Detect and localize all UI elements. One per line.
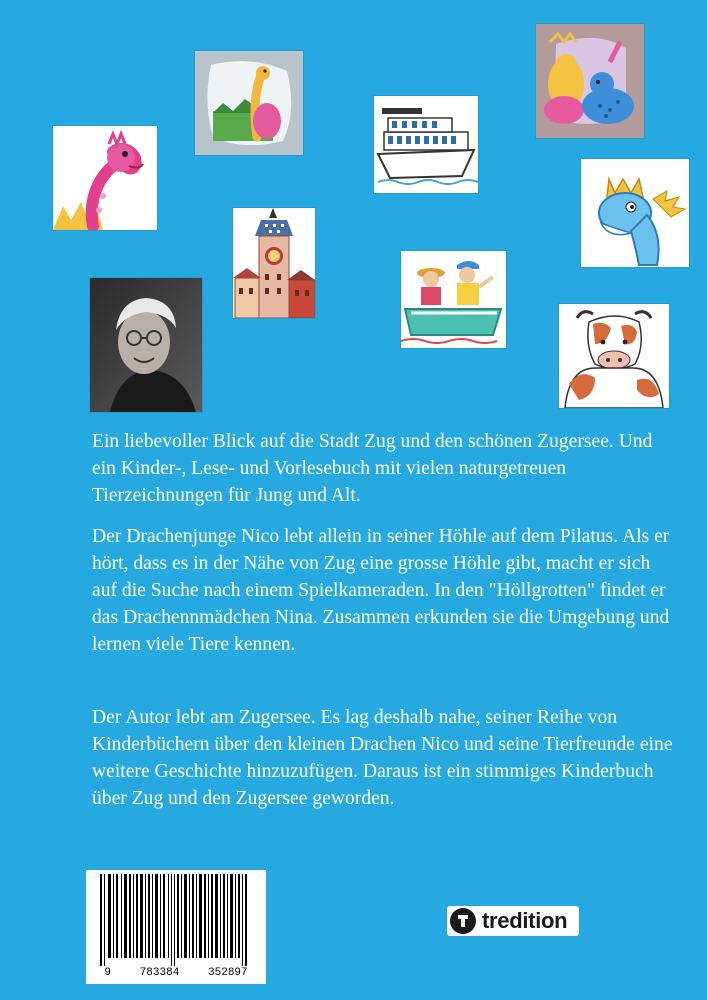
illustration-cow xyxy=(559,304,669,408)
isbn-digits-right: 352897 xyxy=(208,967,248,979)
description-paragraph-1: Ein liebevoller Blick auf die Stadt Zug und den schönen Zugersee. Und ein Kinder-, Lese- und Vorlesebuch mit vielen naturgetreuen Tierzeichnungen für Jung und Alt. xyxy=(92,431,653,506)
description-paragraph-2: Der Drachenjunge Nico lebt allein in seiner Höhle auf dem Pilatus. Als er hört, dass es in der Nähe von Zug eine grosse Höhle gibt, macht er sich auf die Suche nach einem Spielkameraden. In den "Höllgrotten" findet er das Drachennmädchen Nina. Zusammen erkunden sie die Umgebung und lernen viele Tiere kennen. xyxy=(92,526,670,655)
isbn-digits xyxy=(86,967,266,981)
tredition-logo-icon xyxy=(450,908,476,934)
illustration-cave-dragon xyxy=(195,51,303,155)
illustration-steamboat xyxy=(374,96,478,193)
illustration-pink-dragon xyxy=(53,126,157,230)
isbn-barcode xyxy=(86,870,266,984)
publisher-logo xyxy=(447,906,579,936)
illustration-clock-tower xyxy=(233,208,315,318)
author-photo xyxy=(90,278,202,412)
barcode-bars xyxy=(92,874,260,966)
publisher-name: tredition xyxy=(482,908,568,933)
illustration-two-dragons xyxy=(536,24,644,138)
author-paragraph: Der Autor lebt am Zugersee. Es lag deshalb nahe, seiner Reihe von Kinderbüchern über den kleinen Drachen Nico und seine Tierfreunde eine weitere Geschichte hinzuzufügen. Daraus ist ein stimmiges Kinderbuch über Zug und den Zugersee geworden. xyxy=(92,707,673,809)
isbn-digits-left: 783384 xyxy=(139,967,180,979)
illustration-pedal-boat xyxy=(401,251,506,348)
illustration-blue-dragon-crown xyxy=(581,159,689,267)
isbn-digit-prefix: 9 xyxy=(104,967,111,979)
